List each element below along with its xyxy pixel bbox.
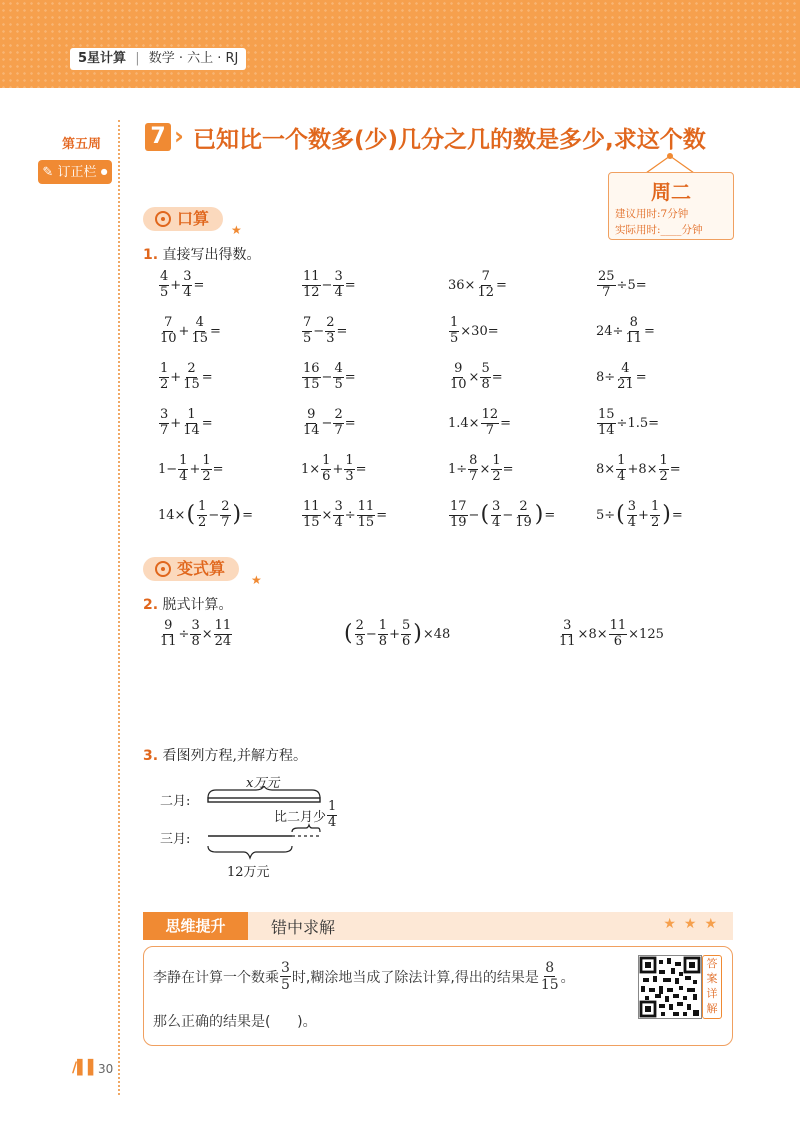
thinking-text-b: 时,糊涂地当成了除法计算,得出的结果是 (291, 969, 539, 986)
question-1-number: 1. (143, 247, 159, 263)
star-icon: ★ (231, 223, 242, 237)
oral-item: 36× $\frac{7}{12}$ = (448, 269, 507, 300)
actual-time: 实际用时:____分钟 (615, 224, 703, 236)
pencil-icon: ✎ (42, 165, 54, 180)
thinking-line-1 (153, 960, 575, 993)
diagram-less-label (274, 800, 338, 831)
oral-item: 8× $\frac{1}{4}$ +8× $\frac{1}{2}$ = (596, 453, 681, 484)
top-banner (0, 0, 800, 88)
target-icon (155, 561, 171, 577)
stepwise-item: $\frac{3}{11}$ ×8× $\frac{11}{6}$ ×125 (559, 618, 664, 649)
oral-item: 1− $\frac{1}{4}$ + $\frac{1}{2}$ = (158, 453, 224, 484)
question-3-number: 3. (143, 748, 159, 764)
thinking-frac1-num: 3 (281, 960, 290, 976)
oral-item: 14× ( $\frac{1}{2}$ − $\frac{2}{7}$ ) = (158, 499, 253, 530)
oral-item: $\frac{4}{5}$ + $\frac{3}{4}$ = (160, 269, 205, 300)
thinking-line-2: 那么正确的结果是( )。 (153, 1014, 317, 1030)
week-label: 第五周 (62, 137, 102, 152)
oral-item: $\frac{16}{15}$ − $\frac{4}{5}$ = (303, 361, 356, 392)
diagram-less-text: 比二月少 (274, 809, 327, 825)
oral-item: 5÷ ( $\frac{3}{4}$ + $\frac{1}{2}$ ) = (596, 499, 683, 530)
oral-item: 24÷ $\frac{8}{11}$ = (596, 315, 655, 346)
books-icon: /▌▌ (72, 1060, 99, 1076)
diagram-frac-den: 4 (328, 814, 337, 830)
thinking-frac2-num: 8 (545, 960, 555, 976)
day-title: 周二 (651, 180, 691, 204)
oral-item: $\frac{7}{10}$ + $\frac{4}{15}$ = (160, 315, 221, 346)
chevron-right-icon: › (174, 122, 184, 150)
brace-bottom (200, 846, 300, 860)
thinking-text-a: 李静在计算一个数乘 (153, 969, 279, 986)
suggested-time: 建议用时:7分钟 (615, 208, 689, 220)
oral-item: $\frac{3}{7}$ + $\frac{1}{14}$ = (160, 407, 213, 438)
oral-item: $\frac{11}{15}$ × $\frac{3}{4}$ ÷ $\frac{11}{15}$ = (303, 499, 388, 530)
oral-item: $\frac{1}{2}$ + $\frac{2}{15}$ = (160, 361, 213, 392)
day-box-hanger (640, 152, 700, 174)
question-3-text: 看图列方程,并解方程。 (162, 748, 307, 764)
answer-tag[interactable]: 答案详解 (702, 955, 722, 1019)
diagram-bottom-label: 12万元 (227, 865, 270, 880)
series-separator: | (135, 51, 140, 66)
section-oral-label: 口算 (177, 209, 210, 228)
thinking-subtitle: 错中求解 (271, 918, 336, 937)
oral-item: $\frac{11}{12}$ − $\frac{3}{4}$ = (303, 269, 356, 300)
section-oral-pill (143, 207, 223, 231)
lesson-number: 7 (145, 123, 171, 151)
correction-tag (38, 160, 112, 184)
oral-item: 8÷ $\frac{4}{21}$ = (596, 361, 647, 392)
qr-code-icon[interactable] (638, 955, 702, 1019)
diagram-top-label: x万元 (246, 776, 280, 791)
stopwatch-icon (155, 211, 171, 227)
question-2 (143, 594, 233, 614)
diagram-frac-num: 1 (328, 799, 337, 814)
diagram-row-feb: 二月: (160, 794, 191, 809)
series-name: 5星计算 (78, 51, 127, 66)
question-3 (143, 745, 307, 765)
lesson-title: 已知比一个数多(少)几分之几的数是多少,求这个数 (193, 127, 706, 153)
oral-item: $\frac{15}{14}$ ÷1.5= (598, 407, 660, 438)
brace-top (208, 786, 320, 798)
oral-item: $\frac{25}{7}$ ÷5= (598, 269, 647, 300)
oral-item: $\frac{9}{10}$ × $\frac{5}{8}$ = (450, 361, 503, 392)
thinking-frac1-den: 5 (281, 977, 290, 994)
difficulty-stars: ★★★ (663, 916, 725, 932)
question-1-text: 直接写出得数。 (162, 247, 261, 263)
oral-item: 1× $\frac{1}{6}$ + $\frac{1}{3}$ = (301, 453, 367, 484)
page-number: 30 (98, 1062, 114, 1076)
question-2-text: 脱式计算。 (162, 597, 233, 613)
section-variant-label: 变式算 (177, 559, 226, 578)
correction-label: 订正栏 (57, 165, 97, 180)
day-box (608, 172, 734, 240)
subject-label: 数学 · 六上 · RJ (148, 51, 239, 66)
oral-item: $\frac{17}{19}$ − ( $\frac{3}{4}$ − $\frac{2}{19}$ ) = (450, 499, 556, 530)
oral-item: $\frac{7}{5}$ − $\frac{2}{3}$ = (303, 315, 348, 346)
thinking-frac2-den: 15 (540, 977, 559, 994)
oral-item: 1÷ $\frac{8}{7}$ × $\frac{1}{2}$ = (448, 453, 514, 484)
margin-divider (118, 120, 120, 1095)
diagram-row-mar: 三月: (160, 832, 191, 847)
stepwise-item: $\frac{9}{11}$ ÷ $\frac{3}{8}$ × $\frac{11}{24}$ (160, 618, 232, 649)
oral-item: 1.4× $\frac{12}{7}$ = (448, 407, 512, 438)
star-icon: ★ (251, 573, 262, 587)
thinking-header (143, 912, 733, 940)
section-variant-pill (143, 557, 239, 581)
question-1 (143, 244, 261, 264)
thinking-text-c: 。 (560, 969, 575, 986)
series-tag (70, 48, 246, 70)
thinking-label: 思维提升 (143, 912, 248, 940)
dot-icon: ● (100, 167, 108, 176)
oral-item: $\frac{1}{5}$ ×30= (450, 315, 499, 346)
stepwise-item: ( $\frac{2}{3}$ − $\frac{1}{8}$ + $\frac{5}{6}$ ) ×48 (344, 618, 451, 649)
question-2-number: 2. (143, 597, 159, 613)
oral-item: $\frac{9}{14}$ − $\frac{2}{7}$ = (303, 407, 356, 438)
